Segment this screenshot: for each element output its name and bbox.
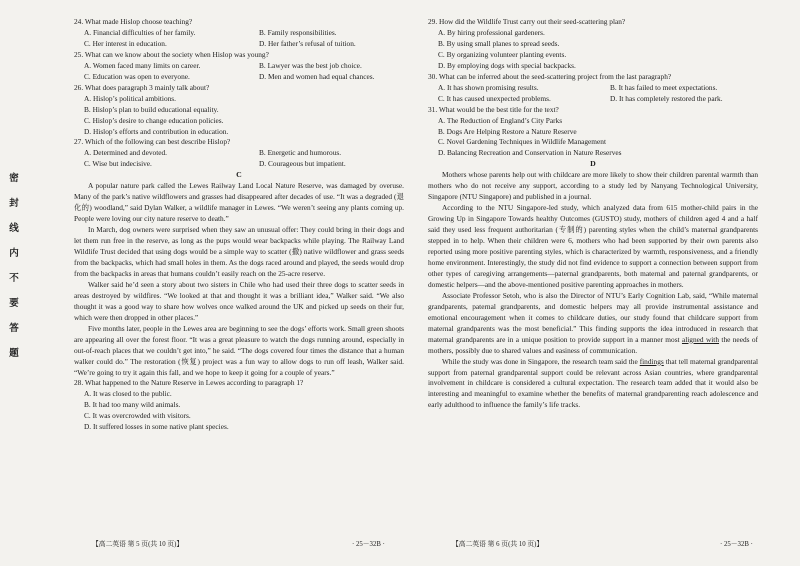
seal-char: 封 [9,199,19,209]
paragraph-text: that tell maternal grandparental support from paternal grandparental support could be relevant across Asian countries, where grandparental involvement in childcare is considered a cultural expectation. The research team added that it would also be interesting and meaningful to examine whether the benefits of maternal grandparenting reach adolescence and early adulthood to influence the family’s life tracks. [428,356,758,410]
option-b: B. By using small planes to spread seeds. [438,38,560,48]
option-d: D. Hislop’s efforts and contribution in education. [84,126,229,136]
passage-d-paragraph-2: According to the NTU Singapore-led study, which analyzed data from 615 mother-child pairs in the Growing Up in Singapore Towards healthy Outcomes (GUSTO) study, mothers of children aged 4 and a half said they used less frequent authoritarian (专制的) parenting styles when the child’s maternal grandparents stepped in to help. When their children were 6, mothers who had been supported by their own parents also reported using more positive parenting styles, which is characterized by warmth, responsiveness, and a friendly home environment. Interestingly, the study did not find evidence to support a connection between support from other types of caregiving arrangements—paternal grandparents, both maternal and paternal grandparents, or domestic helpers—and the above-mentioned positive parenting approaches in mothers. [428,203,758,289]
question-27: 27. Which of the following can best describe Hislop? [74,137,231,147]
paragraph-text: the needs of mothers, possibly due to shared values and easiness of communication. [428,334,758,355]
option-c: C. Hislop’s desire to change education policies. [84,115,224,125]
option-b: B. Family responsibilities. [259,27,337,37]
paragraph-text: Associate Professor Setoh, who is also the Director of NTU’s Early Cognition Lab, said, “While maternal grandparents, paternal grandparents, and domestic helpers may all provide instrumental assistance and emotional encouragement when it comes to childcare duties, our study found that childcare support from maternal grandparents was the most beneficial.” This finding supports the idea introduced in research that maternal grandparents are in a unique position to provide support in a manner most [428,290,758,344]
option-a: A. It has shown promising results. [438,82,539,92]
seal-char: 不 [9,274,19,284]
passage-c-paragraph-4: Five months later, people in the Lewes area are beginning to see the dogs’ efforts work. Small green shoots are appearing all over the forest floor. “It was a great pleasure to watch the dogs running around, especially in out-of-reach places that we couldn’t get into,” he said. “The dogs covered four times the distance that a human walker could do.” The restoration (恢复) project was a fun way to allow dogs to run off leash, Walker said. “We’re going to try it again this fall, and we hope to keep it going for a couple of years.” [74,323,404,377]
option-row [428,83,758,94]
question-25: 25. What can we know about the society when Hislop was young? [74,49,269,59]
question-30: 30. What can be inferred about the seed-scattering project from the last paragraph? [428,71,672,81]
option-d: D. Her father’s refusal of tuition. [259,38,356,48]
option-a: A. Hislop’s political ambitions. [84,93,176,103]
passage-d-paragraph-4 [428,357,758,412]
option-a: A. Women faced many limits on career. [84,60,201,70]
option-d: D. It has completely restored the park. [610,93,723,103]
option-row [74,28,404,39]
left-column [74,17,404,433]
option-c: C. Novel Gardening Techniques in Wildlife Management [438,137,606,147]
option-d: D. It suffered losses in some native plant species. [84,422,229,432]
page-footer-label: 【高二英语 第 6 页(共 10 页)】 [452,541,544,548]
seal-char: 密 [9,174,19,184]
option-a: A. By hiring professional gardeners. [438,27,545,37]
underlined-word: findings [639,356,664,366]
passage-c-paragraph-1: A popular nature park called the Lewes Railway Land Local Nature Reserve, was damaged by overuse. Many of the park’s native wildflowers and grasses had disappeared after decades of use. “It was a degraded (退化的) woodland,” said Dylan Walker, a wildlife manager in Lewes. “We weren’t seeing any plants coming up. People were loving our city nature reserve to death.” [74,181,404,224]
page-footer-label: 【高二英语 第 5 页(共 10 页)】 [92,541,184,548]
passage-d-paragraph-3 [428,291,758,357]
seal-char: 要 [9,299,19,309]
option-a: A. Determined and devoted. [84,148,167,158]
option-b: B. It has failed to meet expectations. [610,82,718,92]
option-row [74,159,404,170]
option-row [74,72,404,83]
option-b: B. Lawyer was the best job choice. [259,60,362,70]
option-b: B. It had too many wild animals. [84,400,181,410]
option-row [74,39,404,50]
question-31: 31. What would be the best title for the text? [428,104,559,114]
question-29: 29. How did the Wildlife Trust carry out their seed-scattering plan? [428,17,626,26]
option-a: A. Financial difficulties of her family. [84,27,196,37]
option-d: D. Courageous but impatient. [259,159,346,169]
seal-line-margin [6,175,22,375]
option-b: B. Energetic and humorous. [259,148,342,158]
option-d: D. By employing dogs with special backpacks. [438,60,576,70]
seal-char: 内 [9,249,19,259]
option-c: C. By organizing volunteer planting events. [438,49,567,59]
passage-d-paragraph-1: Mothers whose parents help out with childcare are more likely to show their children parental warmth than mothers who do not receive any support, according to a study led by Nanyang Technological University, Singapore (NTU Singapore) and published in a journal. [428,170,758,202]
option-c: C. It was overcrowded with visitors. [84,411,191,421]
option-c: C. Her interest in education. [84,38,167,48]
option-c: C. It has caused unexpected problems. [438,93,551,103]
paragraph-text: While the study was done in Singapore, the research team said the [442,356,640,366]
option-row [428,94,758,105]
underlined-phrase: aligned with [681,334,720,344]
seal-char: 答 [9,324,19,334]
right-column [428,17,758,411]
option-d: D. Men and women had equal chances. [259,71,375,81]
section-heading-c: C [236,170,242,180]
seal-char: 题 [9,349,19,359]
option-row [74,148,404,159]
seal-char: 线 [9,224,19,234]
passage-c-paragraph-3: Walker said he’d seen a story about two sisters in Chile who had used their three dogs to scatter seeds in areas destroyed by wildfires. “We looked at that and thought it was a brilliant idea,” Walker said. “We also thought it was a good way to share how wolves once walked around the UK and picked up seeds on their fur, which were then dropped in other places.” [74,279,404,322]
option-row [74,61,404,72]
option-a: A. The Reduction of England’s City Parks [438,115,563,125]
question-26: 26. What does paragraph 3 mainly talk about? [74,82,210,92]
section-heading-d: D [590,159,596,169]
passage-c-paragraph-2: In March, dog owners were surprised when they saw an unusual offer: They could bring in their dogs and let them run free in the reserve, as long as the pups would wear backpacks while playing. The Railway Land Wildlife Trust decided that using dogs would be a simple way to scatter (撒) native wildflower and grass seeds from the backpacks, which had small holes in them. As the dogs raced around and played, the seeds would drop from the backpacks in areas that humans couldn’t easily reach on the 25-acre reserve. [74,225,404,278]
question-24: 24. What made Hislop choose teaching? [74,17,193,26]
page-footer-code: · 25－32B · [720,541,753,548]
page-footer-code: · 25－32B · [352,541,385,548]
option-a: A. It was closed to the public. [84,389,172,399]
option-c: C. Wise but indecisive. [84,159,152,169]
question-28: 28. What happened to the Nature Reserve in Lewes according to paragraph 1? [74,378,304,388]
option-d: D. Balancing Recreation and Conservation in Nature Reserves [438,148,622,158]
option-c: C. Education was open to everyone. [84,71,190,81]
option-b: B. Dogs Are Helping Restore a Nature Reserve [438,126,577,136]
option-b: B. Hislop’s plan to build educational equality. [84,104,219,114]
